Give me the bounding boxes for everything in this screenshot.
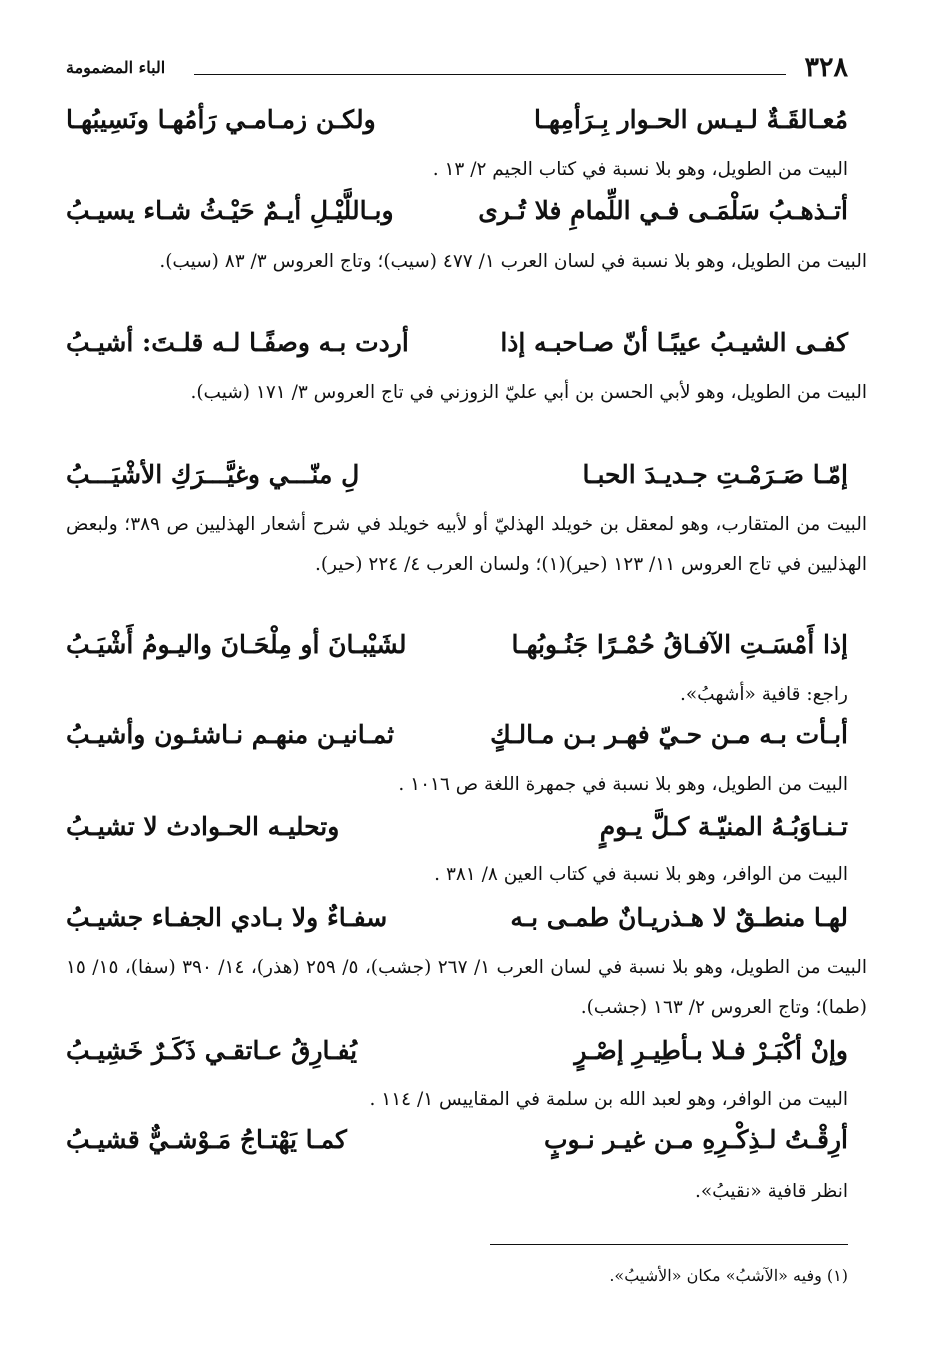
verse-second-hemistich: كمـا يَهْتـاجُ مَـوْشـيٌّ قشيـبُ — [66, 1125, 347, 1154]
verse-line — [66, 812, 848, 856]
footnote: (١) وفيه «الآشبُ» مكان «الأشيبُ». — [609, 1266, 848, 1285]
verse-line — [66, 720, 848, 764]
verse-first-hemistich: أبـأت بـه مـن حـيّ فهـر بـن مـالـكٍ — [490, 720, 848, 749]
verse-note: البيت من الطويل، وهو بلا نسبة في جمهرة اللغة ص ١٠١٦ . — [398, 774, 848, 795]
verse-note: راجع: قافية «أشهبُ». — [679, 684, 848, 705]
verse-note: البيت من الطويل، وهو بلا نسبة في لسان العرب ١/ ٤٧٧ (سيب)؛ وتاج العروس ٣/ ٨٣ (سيب). — [159, 251, 867, 272]
verse-second-hemistich: وتحليـه الحـوادث لا تشيـبُ — [66, 812, 340, 841]
verse-line — [66, 903, 848, 947]
verse-note: البيت من الطويل، وهو بلا نسبة في كتاب الجيم ٢/ ١٣ . — [432, 159, 848, 180]
page-number: ٣٢٨ — [804, 52, 848, 83]
verse-first-hemistich: إذا أَمْسَـتِ الآفـاقُ حُمْـرًا جَنُـوبُهـا — [511, 630, 848, 659]
verse-second-hemistich: لِ منّـــي وغيَّـــرَكِ الأشْيَـــبُ — [66, 460, 360, 489]
verse-first-hemistich: لهـا منطـقٌ لا هـذريـانٌ طمـى بـه — [510, 903, 848, 932]
verse-first-hemistich: كفـى الشيـبُ عيبًـا أنّ صـاحبـه إذا — [500, 328, 848, 357]
verse-second-hemistich: يُفـارِقُ عـاتقـي ذَكَـرٌ خَشِيـبُ — [66, 1036, 358, 1065]
verse-first-hemistich: وإنْ أكْبَـرْ فـلا بـأطِيـرِ إصْـرٍ — [574, 1036, 848, 1065]
verse-second-hemistich: أردت بـه وصفًـا لـه قلـتَ: أشيـبُ — [66, 328, 409, 357]
verse-note: البيت من الوافر، وهو بلا نسبة في كتاب العين ٨/ ٣٨١ . — [434, 864, 848, 885]
verse-first-hemistich: تـنـاوَبُـهُ المنيّـة كـلَّ يـومٍ — [599, 812, 848, 841]
verse-line — [66, 630, 848, 674]
verse-note: البيت من الوافر، وهو لعبد الله بن سلمة في المقاييس ١/ ١١٤ . — [369, 1089, 848, 1110]
verse-line — [66, 1125, 848, 1169]
verse-note: البيت من الطويل، وهو بلا نسبة في لسان العرب ١/ ٢٦٧ (جشب)، ٥/ ٢٥٩ (هذر)، ١٤/ ٣٩٠ (سفا)، ١٥/ ١٥ (طما)؛ وتاج العروس ٢/ ١٦٣ (جشب). — [66, 957, 867, 1018]
verse-line — [66, 105, 848, 149]
verse-first-hemistich: أرِقْـتُ لـذِكْـرِهِ مـن غيـر نـوبٍ — [543, 1125, 848, 1154]
verse-line — [66, 460, 848, 504]
running-title: الباء المضمومة — [66, 58, 166, 77]
verse-second-hemistich: سفـاءٌ ولا بـادي الجفـاء جشيـبُ — [66, 903, 388, 932]
verse-note: البيت من الطويل، وهو لأبي الحسن بن أبي عليّ الزوزني في تاج العروس ٣/ ١٧١ (شيب). — [190, 382, 867, 403]
verse-first-hemistich: أتـذهـبُ سَلْمَـى فـي اللِّمامِ فلا تُـرى — [478, 196, 848, 225]
verse-second-hemistich: ولكـن زمـامـي رَأمُهـا ونَسِيبُهـا — [66, 105, 376, 134]
verse-line — [66, 328, 848, 372]
verse-note: انظر قافية «نقيبُ». — [694, 1181, 848, 1202]
verse-note: البيت من المتقارب، وهو لمعقل بن خويلد الهذليّ أو لأبيه خويلد في شرح أشعار الهذليين ص ٣٨٩؛ ولبعض الهذليين في تاج العروس ١١/ ١٢٣ (حير)(١)؛ ولسان العرب ٤/ ٢٢٤ (حير). — [66, 514, 867, 575]
verse-first-hemistich: مُعـالقَـةٌ لـيـس الحـوار بِـرَأمِهـا — [533, 105, 848, 134]
verse-line — [66, 196, 848, 240]
verse-first-hemistich: إمّـا صَـرَمْـتِ جـديـدَ الحبـا — [582, 460, 848, 489]
verse-line — [66, 1036, 848, 1080]
footnote-rule — [490, 1244, 848, 1245]
verse-second-hemistich: ثمـانيـن منهـم نـاشئـون وأشيـبُ — [66, 720, 395, 749]
verse-second-hemistich: لشَيْبـانَ أو مِلْحَـانَ واليـومُ أَشْيَـبُ — [66, 630, 407, 659]
page-header — [66, 52, 848, 92]
verse-second-hemistich: وبـاللَّيْـلِ أيـمٌ حَيْـثُ شـاء يسيـبُ — [66, 196, 394, 225]
header-rule — [194, 74, 786, 75]
